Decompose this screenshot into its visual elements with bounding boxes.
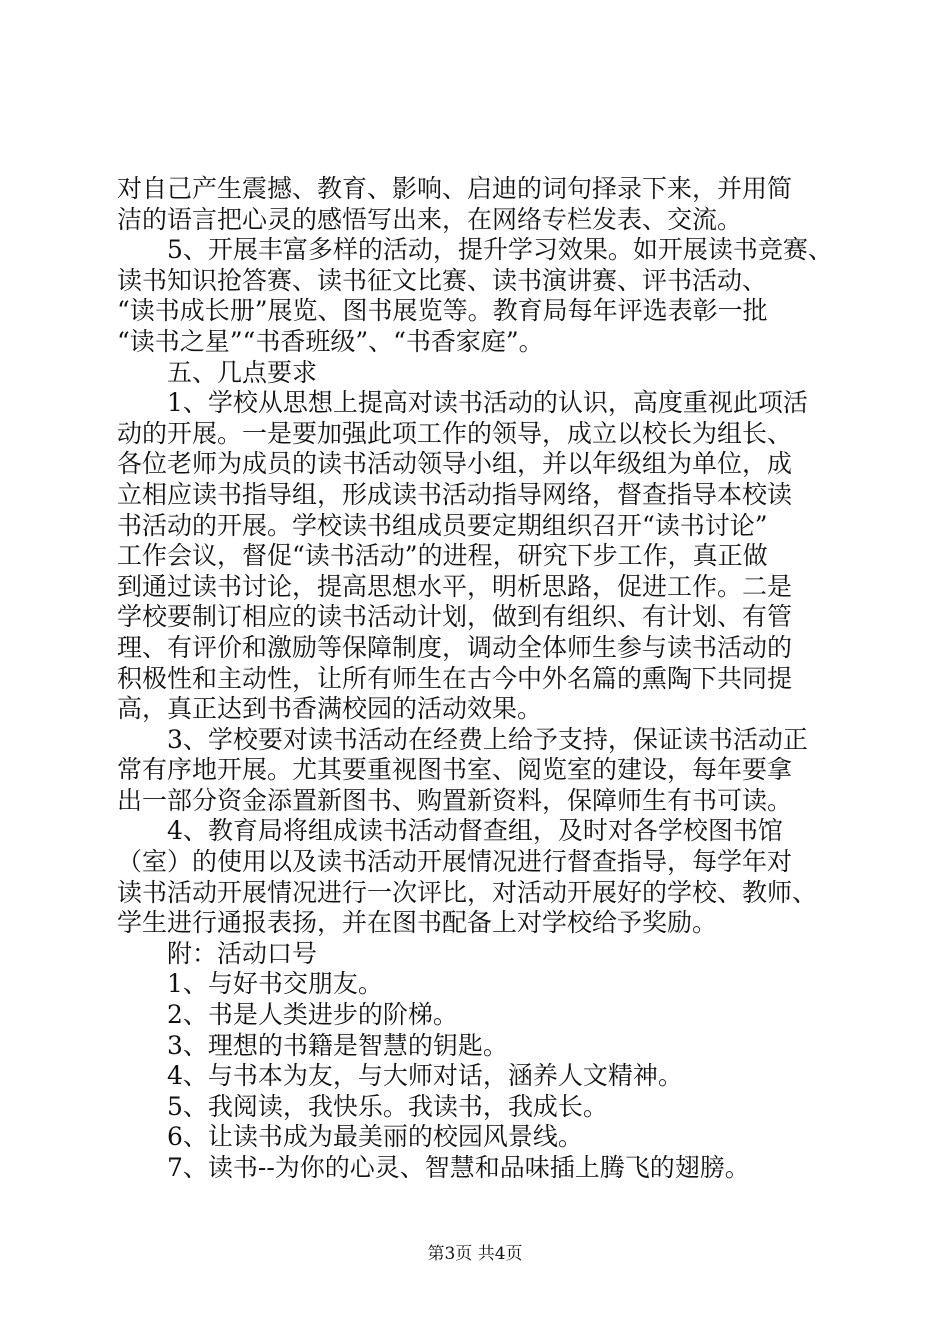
text-line: 高，真正达到书香满校园的活动效果。 (117, 694, 543, 724)
text-line: 3、学校要对读书活动在经费上给予支持，保证读书活动正 (167, 724, 808, 754)
section-heading: 五、几点要求 (167, 357, 318, 387)
text-line: 工作会议，督促“读书活动”的进程，研究下步工作，真正做 (117, 541, 768, 571)
text-line: 5、开展丰富多样的活动，提升学习效果。如开展读书竞赛、 (167, 235, 833, 265)
text-line: 学校要制订相应的读书活动计划，做到有组织、有计划、有管 (117, 602, 793, 632)
text-line: 书活动的开展。学校读书组成员要定期组织召开“读书讨论” (117, 510, 768, 540)
text-line: 学生进行通报表扬，并在图书配备上对学校给予奖励。 (117, 908, 718, 938)
text-line: 动的开展。一是要加强此项工作的领导，成立以校长为组长、 (117, 418, 793, 448)
text-line: 出一部分资金添置新图书、购置新资料，保障师生有书可读。 (117, 785, 793, 815)
text-line: 对自己产生震撼、教育、影响、启迪的词句择录下来，并用简 (117, 174, 793, 203)
text-line: 洁的语言把心灵的感悟写出来，在网络专栏发表、交流。 (117, 204, 743, 234)
text-line: 立相应读书指导组，形成读书活动指导网络，督查指导本校读 (117, 479, 793, 509)
slogan-item: 7、读书--为你的心灵、智慧和品味插上腾飞的翅膀。 (167, 1153, 750, 1182)
slogan-item: 1、与好书交朋友。 (167, 969, 383, 999)
text-line: 1、学校从思想上提高对读书活动的认识，高度重视此项活 (167, 388, 808, 418)
appendix-heading: 附：活动口号 (167, 938, 318, 968)
slogan-item: 6、让读书成为最美丽的校园风景线。 (167, 1122, 583, 1152)
document-body (117, 174, 837, 1184)
slogan-item: 3、理想的书籍是智慧的钥匙。 (167, 1030, 508, 1060)
text-line: 各位老师为成员的读书活动领导小组，并以年级组为单位，成 (117, 449, 793, 479)
slogan-item: 2、书是人类进步的阶梯。 (167, 1000, 458, 1030)
slogan-item: 5、我阅读，我快乐。我读书，我成长。 (167, 1091, 608, 1121)
text-line: 4、教育局将组成读书活动督查组，及时对各学校图书馆 (167, 816, 783, 846)
text-line: 到通过读书讨论，提高思想水平，明析思路，促进工作。二是 (117, 571, 793, 601)
text-line: 理、有评价和激励等保障制度，调动全体师生参与读书活动的 (117, 632, 793, 662)
text-line: 读书知识抢答赛、读书征文比赛、读书演讲赛、评书活动、 (117, 265, 768, 295)
page-footer: 第3页 共4页 (427, 1244, 523, 1264)
text-line: 积极性和主动性，让所有师生在古今中外名篇的熏陶下共同提 (117, 663, 793, 693)
text-line: “读书成长册”展览、图书展览等。教育局每年评选表彰一批 (117, 296, 768, 326)
text-line: 常有序地开展。尤其要重视图书室、阅览室的建设，每年要拿 (117, 755, 793, 785)
slogan-item: 4、与书本为友，与大师对话，涵养人文精神。 (167, 1061, 683, 1091)
text-line: 读书活动开展情况进行一次评比，对活动开展好的学校、教师、 (117, 877, 818, 907)
text-line: （室）的使用以及读书活动开展情况进行督查指导，每学年对 (117, 847, 793, 877)
text-line: “读书之星”“书香班级”、“书香家庭”。 (117, 326, 544, 356)
